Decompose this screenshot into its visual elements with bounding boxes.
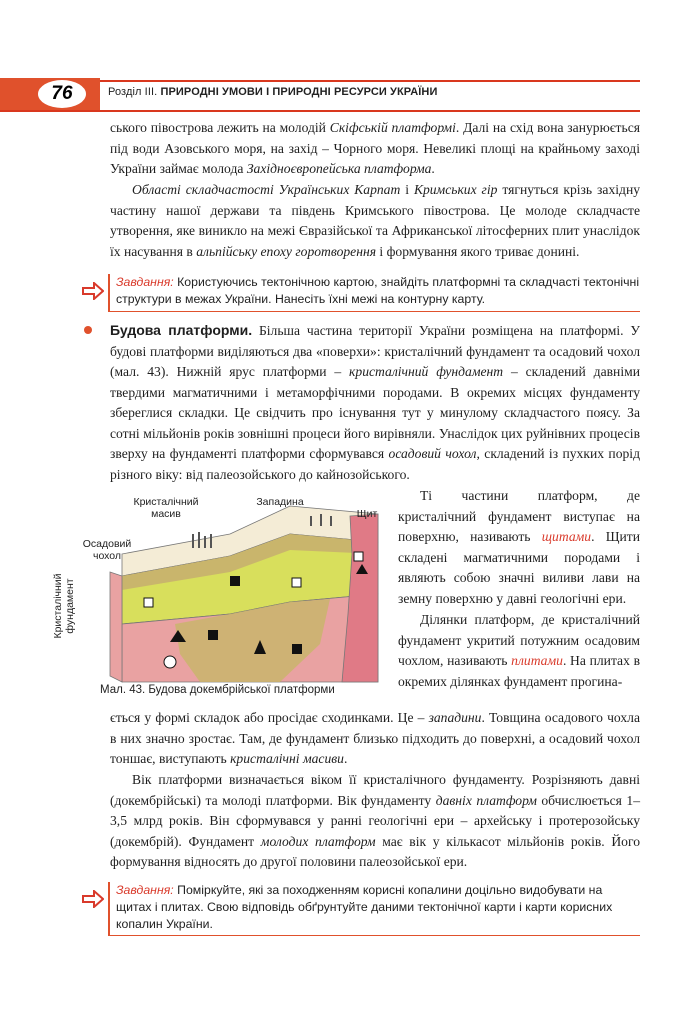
label-chokhol: Осадовий чохол bbox=[82, 538, 132, 562]
task-2: Завдання: Поміркуйте, які за походженням корисні копалини доцільно видобувати на щитах і плитах. Свою відповідь обґрунтуйте даними тектонічної карти і карти корисних копалин України. bbox=[108, 882, 640, 936]
side-paragraph-2: Ділянки платформ, де кристалічний фундамент укритий потужним осадовим чохлом, називають плитами. На плитах в окремих ділянках фундамент прогина- bbox=[398, 612, 640, 689]
platform-paragraph: Будова платформи. Більша частина території України розміщена на платформі. У будові платформи виділяються два «поверхи»: кристалічний фундамент та осадовий чохол (мал. 43). Нижній ярус платформи – кристалічний фундамент – складений давніми твердими магматичними і метаморфічними породами. В окремих місцях фундаменту збереглися складки. Це свідчить про існування тут у минулому складчастого поясу. За сотні мільйонів років зовнішні процеси його вирівняли. Унаслідок цих руйнівних процесів зверху на фундаменті платформи сформувався осадовий чохол, складений із пухких порід різного віку: від палеозойського до кайнозойського. bbox=[110, 322, 640, 482]
page-number: 76 bbox=[38, 80, 86, 108]
after-paragraph-2: Вік платформи визначається віком її кристалічного фундаменту. Розрізняють давні (докембрійські) та молоді платформи. Вік фундаменту давніх платформ обчислюється 1–3,5 млрд років. Він сформувався у ранні геологічні ери – архейську і протерозойську (докембрій). Фундамент молодих платформ має вік у кількасот мільйонів років. Його формування відносять до другої половини палеозойської ери. bbox=[110, 772, 640, 869]
section-title bbox=[108, 86, 437, 98]
section-name: ПРИРОДНІ УМОВИ І ПРИРОДНІ РЕСУРСИ УКРАЇНИ bbox=[160, 86, 438, 98]
section-prefix: Розділ III. bbox=[108, 86, 158, 98]
paragraph-2: Області складчастості Українських Карпат і Кримських гір тягнуться крізь західну частину нашої держави та південь Кримського півострова. Це молоде складчасте утворення, яке виникло на межі Євразійської та Африканської літосферних плит унаслідок їх насування в альпійську епоху горотворення і формування якого триває донині. bbox=[110, 182, 641, 259]
label-shchyt: Щит bbox=[356, 508, 378, 520]
figure-caption: Мал. 43. Будова докембрійської платформи bbox=[100, 684, 335, 696]
platform-heading: Будова платформи. bbox=[110, 322, 253, 338]
after-paragraph-1: ється у формі складок або просідає сходинками. Це – западини. Товщина осадового чохла в них значно зростає. Там, де фундамент близько підходить до поверхні, а осадовий чохол тоншає, виступають кристалічні масиви. bbox=[110, 710, 640, 766]
bullet-icon bbox=[84, 326, 92, 334]
task-arrow-icon bbox=[82, 890, 104, 908]
task-arrow-icon bbox=[82, 282, 104, 300]
label-fundament: Кристалічний фундамент bbox=[52, 573, 76, 639]
label-zapadyna: Западина bbox=[256, 496, 304, 508]
side-paragraph-1: Ті частини платформ, де кристалічний фундамент виступає на поверхню, називають щитами. Щити складені магматичними породами і являють собою значні виливи лави на земну поверхню у давні геологічні ери. bbox=[398, 488, 640, 606]
platform-diagram bbox=[80, 494, 400, 704]
paragraph-1: ського півострова лежить на молодій Скіфській платформі. Далі на схід вона занурюється під води Азовського моря, на захід – Чорного моря. Невеликі площі на крайньому заході України займає молода Західноєвропейська платформа. bbox=[110, 120, 640, 176]
label-massif: Кристалічний масив bbox=[133, 496, 199, 520]
task-1: Завдання: Користуючись тектонічною картою, знайдіть платформні та складчасті тектонічні структури в межах України. Нанесіть їхні межі на контурну карту. bbox=[108, 274, 640, 312]
